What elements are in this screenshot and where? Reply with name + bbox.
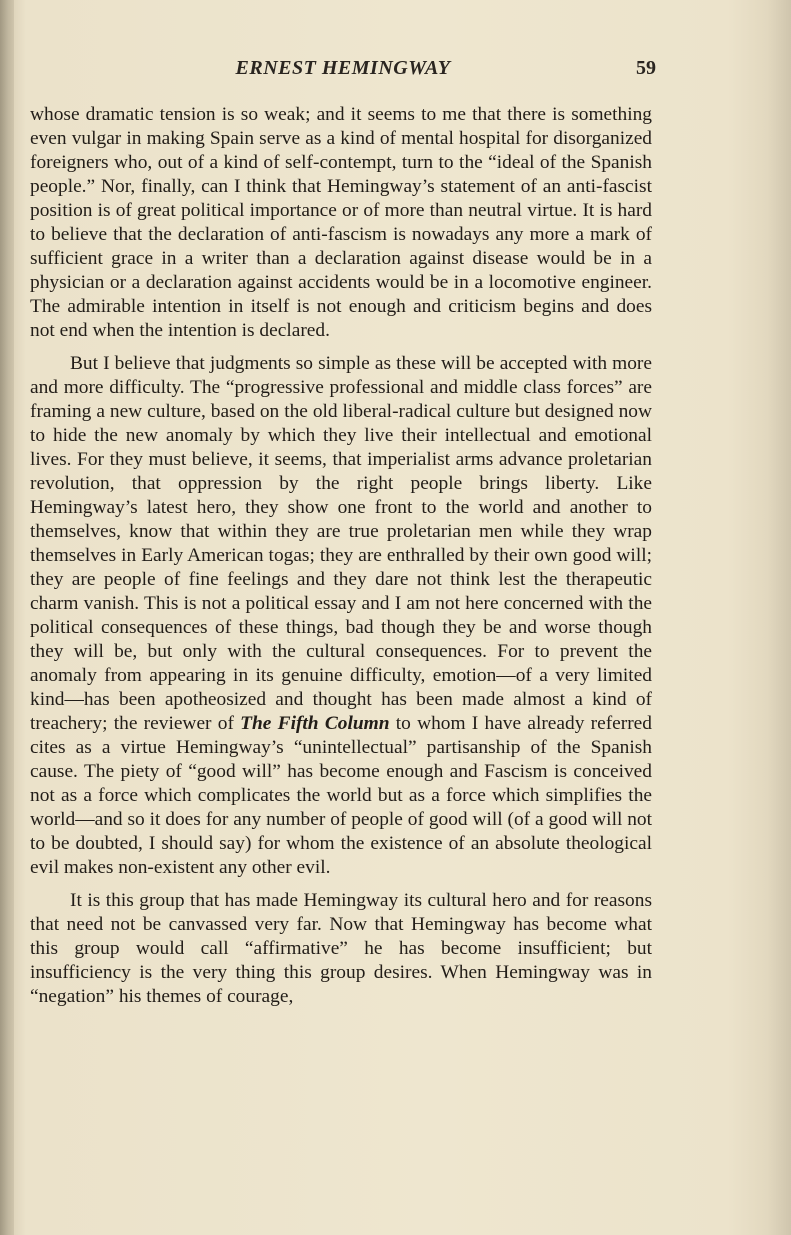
book-title-the-fifth-column: The Fifth Column [240,713,390,734]
page-gutter-shadow [0,0,14,1235]
page-number: 59 [636,57,656,79]
paragraph-2 [30,352,652,880]
body-text [30,103,652,1009]
paragraph-2-text-after: to whom I have already referred cites as a virtue Hemingway’s “unintellectual” partisanship of the Spanish cause. The piety of “good will” has become enough and Fascism is conceived not as a force which complicates the world but as a force which simplifies the world—and so it does for any number of people of good will (of a good will not to be doubted, I should say) for whom the existence of an absolute theological evil makes non-existent any other evil. [30,713,652,878]
paragraph-3: It is this group that has made Hemingway its cultural hero and for reasons that need not be canvassed very far. Now that Hemingway has become what this group would call “affirmative” he has become insufficient; but insufficiency is the very thing this group desires. When Hemingway was in “negation” his themes of courage, [30,890,652,1007]
paragraph-2-text-before: But I believe that judgments so simple as these will be accepted with more and more difficulty. The “progressive professional and middle class forces” are framing a new culture, based on the old liberal-radical culture but designed now to hide the new anomaly by which they live their intellectual and emotional lives. For they must believe, it seems, that imperialist arms advance proletarian revolution, that oppression by the right people brings liberty. Like Hemingway’s latest hero, they show one front to the world and another to themselves, know that within they are true proletarian men while they wrap themselves in Early American togas; they are enthralled by their own good will; they are people of fine feelings and they dare not think lest the therapeutic charm vanish. This is not a political essay and I am not here concerned with the political consequences of these things, bad though they be and worse though they will be, but only with the cultural consequences. For to prevent the anomaly from appearing in its genuine difficulty, emotion—of a very limited kind—has been apotheosized and thought has been made almost a kind of treachery; the reviewer of [30,353,652,734]
running-head: ERNEST HEMINGWAY [235,57,451,79]
paragraph-1: whose dramatic tension is so weak; and it seems to me that there is something even vulgar in making Spain serve as a kind of mental hospital for disorganized foreigners who, out of a kind of self-contempt, turn to the “ideal of the Spanish people.” Nor, finally, can I think that Hemingway’s statement of an anti-fascist position is of great political importance or of more than neutral virtue. It is hard to believe that the declaration of anti-fascism is nowadays any more a mark of sufficient grace in a writer than a declaration against disease would be in a physician or a declaration against accidents would be in a locomotive engineer. The admirable intention in itself is not enough and criticism begins and does not end when the intention is declared. [30,104,652,341]
page-header [30,57,656,87]
